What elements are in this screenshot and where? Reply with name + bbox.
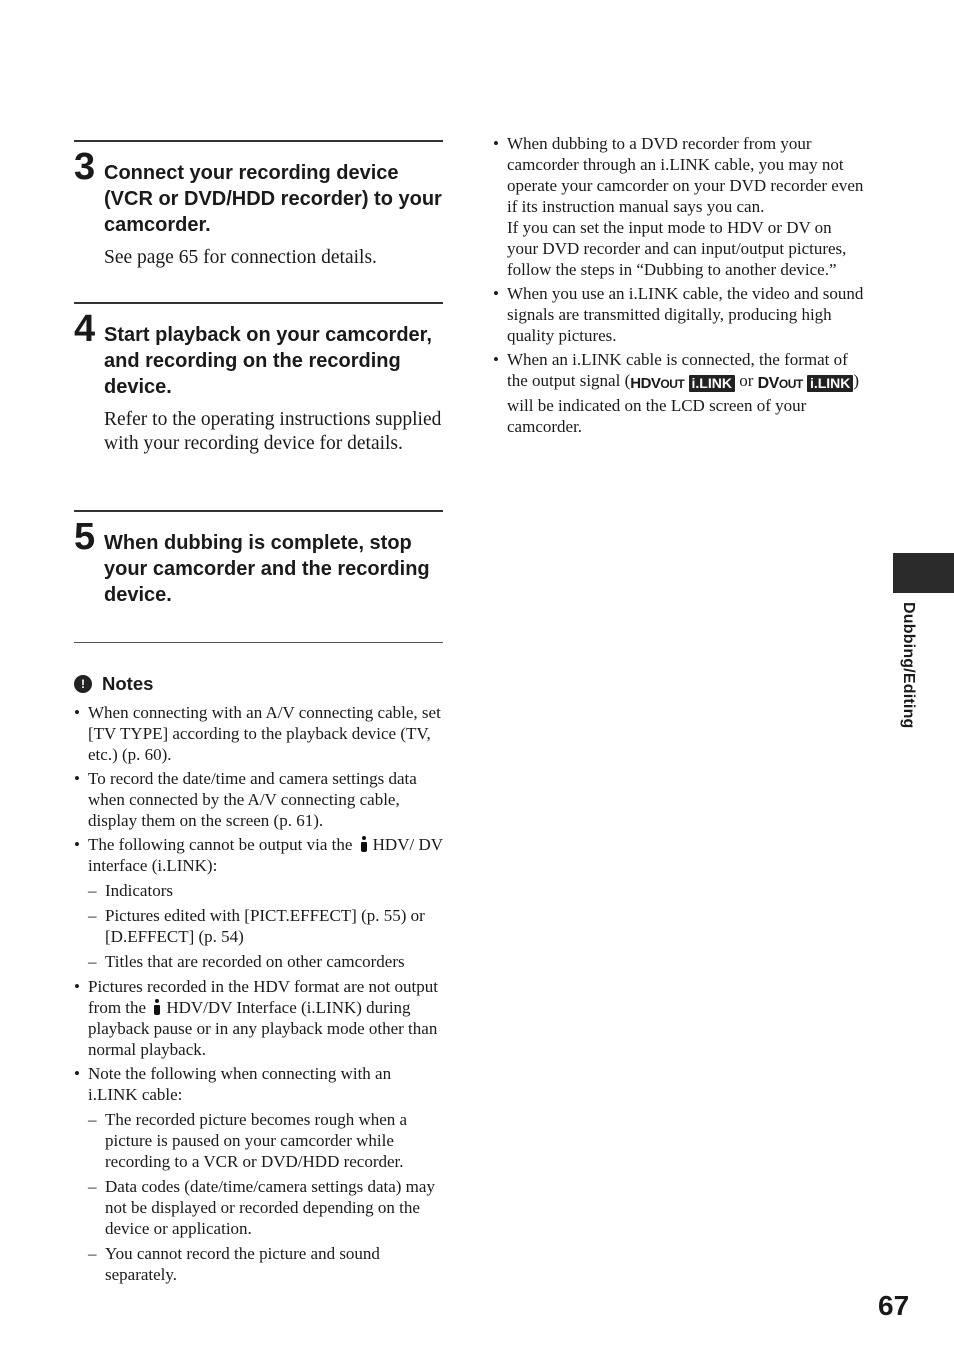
note-text: When an i.LINK cable is connected, the format of the output signal (: [507, 350, 848, 390]
step-5: [74, 512, 443, 642]
list-item: [74, 702, 443, 765]
sub-list-item: – The recorded picture becomes rough when a picture is paused on your camcorder while recording to a VCR or DVD/HDD recorder.: [88, 1109, 443, 1172]
notes-section: [74, 673, 443, 1285]
warning-icon: !: [74, 675, 92, 693]
sub-list-item: – Titles that are recorded on other camcorders: [88, 951, 443, 972]
sub-list: [88, 880, 443, 972]
ilink-logo: i.LINK: [807, 375, 853, 392]
step-heading: Connect your recording device (VCR or DVD/HDD recorder) to your camcorder.: [104, 162, 442, 236]
sub-list-item: – You cannot record the picture and sound separately.: [88, 1243, 443, 1285]
note-text: HDV/DV Interface (i.LINK) during playback pause or in any playback mode other than normal playback.: [88, 998, 438, 1059]
ilink-icon: [359, 836, 368, 852]
note-text: • When dubbing to a DVD recorder from your camcorder through an i.LINK cable, you may not operate your camcorder on your DVD recorder even if its instruction manual says you can.: [507, 134, 864, 216]
sub-list: [88, 1109, 443, 1285]
list-item: [74, 976, 443, 1060]
list-item: [74, 1063, 443, 1285]
section-label-text: Dubbing/Editing: [900, 602, 917, 729]
ilink-icon: [152, 999, 161, 1015]
note-text: or: [739, 371, 754, 390]
step-heading: Start playback on your camcorder, and recording on the recording device.: [104, 324, 432, 398]
section-tab: [893, 553, 954, 593]
sub-list-item: – Data codes (date/time/camera settings data) may not be displayed or recorded depending on the device or application.: [88, 1176, 443, 1239]
sub-list-item: – Pictures edited with [PICT.EFFECT] (p. 55) or [D.EFFECT] (p. 54): [88, 905, 443, 947]
list-item: [74, 768, 443, 831]
hdv-out-logo: HDVOUT: [630, 375, 685, 392]
note-text: HDV/ DV interface (i.LINK):: [88, 835, 443, 875]
note-text: Note the following when connecting with an i.LINK cable:: [88, 1064, 392, 1104]
note-text: If you can set the input mode to HDV or DV on your DVD recorder and can input/output pictures, follow the steps in “Dubbing to another device.”: [507, 218, 847, 279]
step-4: [74, 304, 443, 510]
notes-heading: [74, 673, 443, 695]
note-text: When you use an i.LINK cable, the video and sound signals are transmitted digitally, producing high quality pictures.: [507, 284, 864, 345]
note-text: When connecting with an A/V connecting cable, set [TV TYPE] according to the playback device (TV, etc.) (p. 60).: [88, 703, 441, 764]
step-number: 4: [74, 308, 96, 350]
right-notes-list: [493, 133, 865, 437]
step-body: Refer to the operating instructions supplied with your recording device for details.: [104, 409, 442, 454]
sub-list-item: – Indicators: [88, 880, 443, 901]
dv-out-logo: DVOUT: [757, 375, 803, 392]
divider: [74, 642, 443, 643]
note-text: ) will be indicated on the LCD screen of your camcorder.: [507, 371, 860, 436]
notes-title: Notes: [102, 673, 154, 694]
notes-list: [74, 702, 443, 1285]
page-number: 67: [878, 1290, 910, 1321]
step-3: [74, 142, 443, 302]
note-text: Pictures recorded in the HDV format are not output from the: [88, 977, 438, 1017]
step-heading: When dubbing is complete, stop your camcorder and the recording device.: [104, 532, 430, 606]
section-label: [897, 602, 919, 742]
note-text: To record the date/time and camera settings data when connected by the A/V connecting cable, display them on the screen (p. 61).: [88, 769, 417, 830]
step-number: 3: [74, 146, 96, 188]
ilink-logo: i.LINK: [689, 375, 735, 392]
left-column: [74, 140, 443, 1289]
list-item: [493, 283, 865, 346]
note-text: The following cannot be output via the: [88, 835, 353, 854]
right-column: [493, 133, 865, 440]
list-item: [493, 133, 865, 280]
step-number: 5: [74, 516, 96, 558]
list-item: [493, 349, 865, 437]
step-body: See page 65 for connection details.: [104, 247, 377, 268]
list-item: [74, 834, 443, 972]
